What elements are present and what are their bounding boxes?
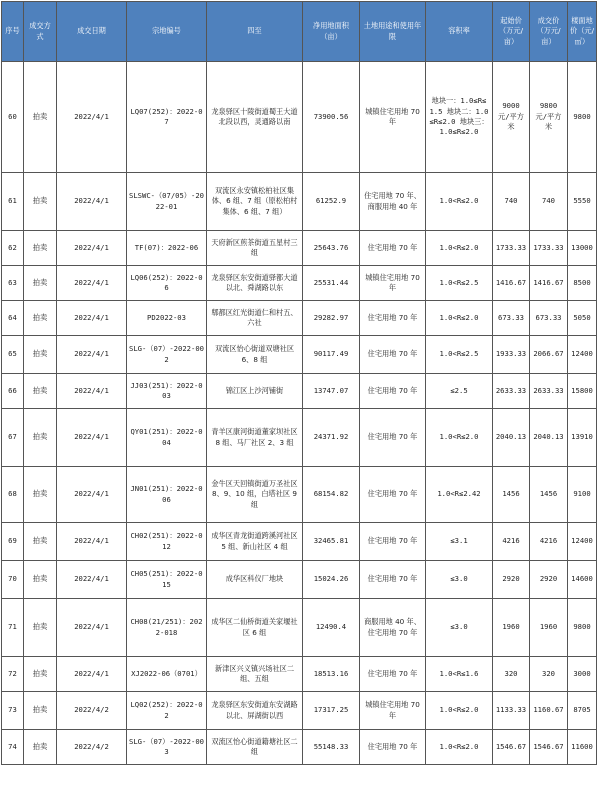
deal-price: 740	[530, 173, 568, 231]
parcel-code: SLG-（07）-2022-003	[127, 730, 207, 765]
land-use: 住宅用地 70 年	[360, 730, 426, 765]
parcel-code: TF(07)：2022-06	[127, 231, 207, 266]
transaction-date: 2022/4/1	[57, 301, 127, 336]
floor-price: 9100	[568, 467, 597, 523]
parcel-boundaries: 天府新区煎茶街道五星村三组	[207, 231, 303, 266]
transaction-date: 2022/4/2	[57, 692, 127, 730]
land-use: 住宅用地 70 年	[360, 336, 426, 374]
land-use: 住宅用地 70 年	[360, 409, 426, 467]
transaction-method: 拍卖	[24, 231, 57, 266]
transaction-date: 2022/4/1	[57, 599, 127, 657]
table-row	[2, 336, 597, 374]
start-price: 2633.33	[493, 374, 530, 409]
transaction-method: 拍卖	[24, 62, 57, 173]
transaction-method: 拍卖	[24, 336, 57, 374]
floor-area-ratio: 1.0<R≤2.0	[426, 173, 493, 231]
net-land-area: 13747.07	[303, 374, 360, 409]
net-land-area: 29282.97	[303, 301, 360, 336]
floor-area-ratio: 1.0<R≤2.42	[426, 467, 493, 523]
net-land-area: 55148.33	[303, 730, 360, 765]
floor-price: 12400	[568, 336, 597, 374]
start-price: 1933.33	[493, 336, 530, 374]
parcel-boundaries: 龙泉驿区东安街道东安湖路以北、屏湖街以西	[207, 692, 303, 730]
floor-area-ratio: 1.0<R≤2.0	[426, 730, 493, 765]
table-row	[2, 266, 597, 301]
floor-area-ratio: 1.0<R≤2.5	[426, 336, 493, 374]
land-use: 住宅用地 70 年	[360, 523, 426, 561]
floor-area-ratio: ≤3.0	[426, 599, 493, 657]
transaction-method: 拍卖	[24, 692, 57, 730]
start-price: 1456	[493, 467, 530, 523]
parcel-code: XJ2022-06（0701）	[127, 657, 207, 692]
start-price: 320	[493, 657, 530, 692]
land-use: 城镇住宅用地 70 年	[360, 692, 426, 730]
floor-area-ratio: 1.0<R≤2.0	[426, 692, 493, 730]
transaction-date: 2022/4/2	[57, 730, 127, 765]
land-use: 商服用地 40 年、住宅用地 70 年	[360, 599, 426, 657]
parcel-boundaries: 郫都区红光街道仁和村五、六社	[207, 301, 303, 336]
transaction-date: 2022/4/1	[57, 266, 127, 301]
parcel-boundaries: 新津区兴义镇兴场社区二组、五组	[207, 657, 303, 692]
header-far: 容积率	[426, 2, 493, 62]
net-land-area: 61252.9	[303, 173, 360, 231]
floor-price: 5550	[568, 173, 597, 231]
row-index: 63	[2, 266, 24, 301]
net-land-area: 25643.76	[303, 231, 360, 266]
transaction-method: 拍卖	[24, 523, 57, 561]
land-transaction-table	[1, 1, 597, 765]
parcel-code: PD2022-03	[127, 301, 207, 336]
transaction-method: 拍卖	[24, 730, 57, 765]
land-use: 住宅用地 70 年	[360, 657, 426, 692]
floor-price: 9800	[568, 599, 597, 657]
transaction-method: 拍卖	[24, 173, 57, 231]
floor-price: 14600	[568, 561, 597, 599]
deal-price: 320	[530, 657, 568, 692]
row-index: 60	[2, 62, 24, 173]
transaction-date: 2022/4/1	[57, 336, 127, 374]
header-parcel-code: 宗地编号	[127, 2, 207, 62]
floor-price: 5050	[568, 301, 597, 336]
land-use: 住宅用地 70 年	[360, 374, 426, 409]
table-row	[2, 173, 597, 231]
floor-price: 13910	[568, 409, 597, 467]
parcel-boundaries: 龙泉驿区东安街道驿都大道以北、舜湖路以东	[207, 266, 303, 301]
parcel-code: SLG-（07）-2022-002	[127, 336, 207, 374]
transaction-date: 2022/4/1	[57, 409, 127, 467]
header-start-price: 起始价（万元/亩）	[493, 2, 530, 62]
parcel-code: QY01(251)：2022-004	[127, 409, 207, 467]
floor-price: 9800	[568, 62, 597, 173]
transaction-date: 2022/4/1	[57, 62, 127, 173]
table-row	[2, 692, 597, 730]
start-price: 2040.13	[493, 409, 530, 467]
transaction-date: 2022/4/1	[57, 173, 127, 231]
floor-area-ratio: ≤2.5	[426, 374, 493, 409]
header-index: 序号	[2, 2, 24, 62]
parcel-boundaries: 双流区怡心街道双塘社区 6、8 组	[207, 336, 303, 374]
parcel-code: CH02(251)：2022-012	[127, 523, 207, 561]
transaction-date: 2022/4/1	[57, 657, 127, 692]
land-use: 住宅用地 70 年	[360, 301, 426, 336]
parcel-boundaries: 成华区科仪厂地块	[207, 561, 303, 599]
parcel-code: LQ06(252)：2022-06	[127, 266, 207, 301]
row-index: 73	[2, 692, 24, 730]
row-index: 72	[2, 657, 24, 692]
table-row	[2, 409, 597, 467]
deal-price: 1733.33	[530, 231, 568, 266]
net-land-area: 68154.82	[303, 467, 360, 523]
land-use: 住宅用地 70 年	[360, 561, 426, 599]
row-index: 70	[2, 561, 24, 599]
floor-area-ratio: ≤3.0	[426, 561, 493, 599]
land-use: 住宅用地 70 年、商服用地 40 年	[360, 173, 426, 231]
parcel-code: CH05(251)：2022-015	[127, 561, 207, 599]
deal-price: 1960	[530, 599, 568, 657]
deal-price: 4216	[530, 523, 568, 561]
net-land-area: 25531.44	[303, 266, 360, 301]
parcel-code: SLSWC-（07/05）-2022-01	[127, 173, 207, 231]
deal-price: 673.33	[530, 301, 568, 336]
header-method: 成交方式	[24, 2, 57, 62]
row-index: 66	[2, 374, 24, 409]
table-row	[2, 523, 597, 561]
start-price: 1960	[493, 599, 530, 657]
table-row	[2, 657, 597, 692]
row-index: 74	[2, 730, 24, 765]
floor-price: 8705	[568, 692, 597, 730]
transaction-date: 2022/4/1	[57, 523, 127, 561]
parcel-boundaries: 龙泉驿区十陵街道蜀王大道北段以西，灵通路以南	[207, 62, 303, 173]
start-price: 2920	[493, 561, 530, 599]
deal-price: 2040.13	[530, 409, 568, 467]
table-row	[2, 467, 597, 523]
parcel-boundaries: 成华区二仙桥街道关家堰社区 6 组	[207, 599, 303, 657]
transaction-method: 拍卖	[24, 301, 57, 336]
floor-area-ratio: 1.0<R≤2.0	[426, 301, 493, 336]
net-land-area: 17317.25	[303, 692, 360, 730]
transaction-method: 拍卖	[24, 409, 57, 467]
transaction-date: 2022/4/1	[57, 467, 127, 523]
parcel-boundaries: 锦江区上沙河铺街	[207, 374, 303, 409]
parcel-boundaries: 双流区永安镇松柏社区集体、6 组、7 组（原松柏村集体、6 组、7 组）	[207, 173, 303, 231]
table-row	[2, 374, 597, 409]
parcel-boundaries: 双流区怡心街道籍塘社区二组	[207, 730, 303, 765]
start-price: 9000 元/平方米	[493, 62, 530, 173]
land-use: 住宅用地 70 年	[360, 231, 426, 266]
land-use: 城镇住宅用地 70 年	[360, 62, 426, 173]
transaction-method: 拍卖	[24, 657, 57, 692]
table-row	[2, 231, 597, 266]
row-index: 68	[2, 467, 24, 523]
start-price: 4216	[493, 523, 530, 561]
deal-price: 2633.33	[530, 374, 568, 409]
floor-area-ratio: 1.0<R≤2.5	[426, 266, 493, 301]
transaction-method: 拍卖	[24, 266, 57, 301]
start-price: 1733.33	[493, 231, 530, 266]
floor-price: 15800	[568, 374, 597, 409]
net-land-area: 24371.92	[303, 409, 360, 467]
header-net-area: 净用地面积（亩）	[303, 2, 360, 62]
header-boundaries: 四至	[207, 2, 303, 62]
net-land-area: 12490.4	[303, 599, 360, 657]
row-index: 67	[2, 409, 24, 467]
start-price: 740	[493, 173, 530, 231]
transaction-method: 拍卖	[24, 561, 57, 599]
floor-price: 3000	[568, 657, 597, 692]
land-use: 住宅用地 70 年	[360, 467, 426, 523]
deal-price: 9800 元/平方米	[530, 62, 568, 173]
header-row	[2, 2, 597, 62]
parcel-code: JN01(251)：2022-006	[127, 467, 207, 523]
transaction-method: 拍卖	[24, 467, 57, 523]
header-floor-price: 楼面地价（元/㎡）	[568, 2, 597, 62]
transaction-date: 2022/4/1	[57, 561, 127, 599]
floor-price: 12400	[568, 523, 597, 561]
deal-price: 1416.67	[530, 266, 568, 301]
parcel-boundaries: 成华区青龙街道跨溪河社区 5 组、新山社区 4 组	[207, 523, 303, 561]
floor-area-ratio: 地块一：1.0≤R≤1.5 地块二：1.0≤R≤2.0 地块三：1.0≤R≤2.0	[426, 62, 493, 173]
deal-price: 2920	[530, 561, 568, 599]
floor-area-ratio: 1.0<R≤2.0	[426, 409, 493, 467]
row-index: 71	[2, 599, 24, 657]
transaction-method: 拍卖	[24, 599, 57, 657]
transaction-date: 2022/4/1	[57, 374, 127, 409]
floor-area-ratio: 1.0<R≤2.0	[426, 231, 493, 266]
parcel-code: LQ02(252)：2022-02	[127, 692, 207, 730]
net-land-area: 90117.49	[303, 336, 360, 374]
start-price: 673.33	[493, 301, 530, 336]
floor-area-ratio: ≤3.1	[426, 523, 493, 561]
transaction-date: 2022/4/1	[57, 231, 127, 266]
start-price: 1416.67	[493, 266, 530, 301]
parcel-boundaries: 青羊区康河街道董家坝社区 8 组、马厂社区 2、3 组	[207, 409, 303, 467]
row-index: 64	[2, 301, 24, 336]
table-row	[2, 599, 597, 657]
start-price: 1546.67	[493, 730, 530, 765]
net-land-area: 73900.56	[303, 62, 360, 173]
floor-price: 8500	[568, 266, 597, 301]
deal-price: 2066.67	[530, 336, 568, 374]
table-row	[2, 62, 597, 173]
table-row	[2, 561, 597, 599]
header-date: 成交日期	[57, 2, 127, 62]
parcel-code: LQ07(252)：2022-07	[127, 62, 207, 173]
row-index: 69	[2, 523, 24, 561]
parcel-code: JJ03(251)：2022-003	[127, 374, 207, 409]
row-index: 61	[2, 173, 24, 231]
row-index: 65	[2, 336, 24, 374]
deal-price: 1456	[530, 467, 568, 523]
start-price: 1133.33	[493, 692, 530, 730]
floor-area-ratio: 1.0<R≤1.6	[426, 657, 493, 692]
deal-price: 1160.67	[530, 692, 568, 730]
row-index: 62	[2, 231, 24, 266]
land-use: 城镇住宅用地 70 年	[360, 266, 426, 301]
table-row	[2, 301, 597, 336]
transaction-method: 拍卖	[24, 374, 57, 409]
parcel-code: CH08(21/251)：2022-018	[127, 599, 207, 657]
header-deal-price: 成交价（万元/亩）	[530, 2, 568, 62]
net-land-area: 18513.16	[303, 657, 360, 692]
deal-price: 1546.67	[530, 730, 568, 765]
floor-price: 13000	[568, 231, 597, 266]
net-land-area: 32465.81	[303, 523, 360, 561]
header-land-use: 土地用途和使用年限	[360, 2, 426, 62]
parcel-boundaries: 金牛区天回镇街道万圣社区 8、9、10 组，白塔社区 9 组	[207, 467, 303, 523]
floor-price: 11600	[568, 730, 597, 765]
table-row	[2, 730, 597, 765]
net-land-area: 15024.26	[303, 561, 360, 599]
